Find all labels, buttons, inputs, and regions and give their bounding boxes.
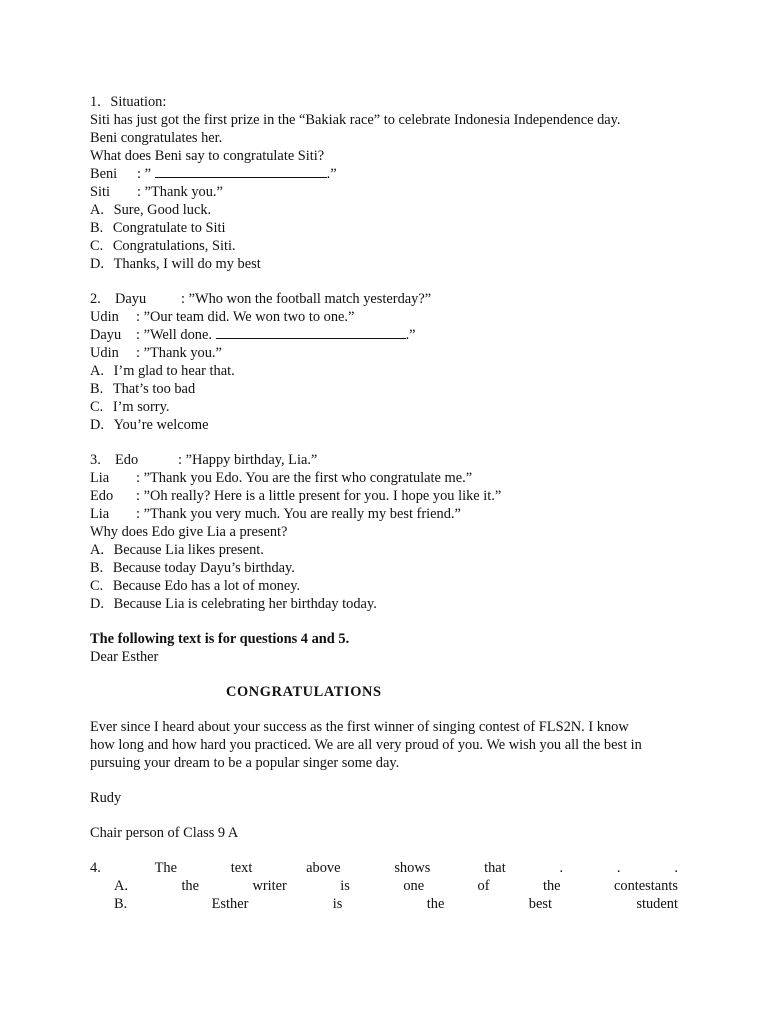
reading-intro: The following text is for questions 4 and 5. — [90, 631, 350, 647]
dialog-text: : ”Our team did. We won two to one.” — [136, 309, 355, 325]
dialog-prefix: : ”Well done. — [136, 327, 212, 343]
q1-option — [90, 237, 678, 255]
q4-word: best — [528, 896, 552, 912]
letter-signer-position: Chair person of Class 9 A — [90, 825, 239, 841]
q4-word: A. — [114, 878, 128, 894]
option-letter: B. — [90, 560, 104, 576]
answer-blank[interactable] — [216, 326, 406, 339]
option-text: Congratulations, Siti. — [112, 238, 236, 254]
q4-word: . — [674, 860, 678, 876]
option-letter: B. — [90, 381, 104, 397]
option-text: That’s too bad — [112, 381, 196, 397]
speaker-name: Dayu — [115, 291, 147, 307]
q4-stem — [90, 859, 678, 877]
q4-word: contestants — [614, 878, 678, 894]
q1-situation-line: Beni congratulates her. — [90, 130, 223, 146]
speaker-name: Udin — [90, 345, 119, 361]
dialog-prefix: : ” — [137, 166, 151, 182]
speaker-name: Dayu — [90, 327, 122, 343]
q4-option-a — [90, 877, 678, 895]
dialog-suffix: .” — [405, 327, 416, 343]
q4-word: Esther — [211, 896, 249, 912]
option-text: I’m sorry. — [112, 399, 170, 415]
option-text: Sure, Good luck. — [113, 202, 212, 218]
worksheet — [90, 93, 678, 913]
q1-option — [90, 255, 678, 273]
option-letter: A. — [90, 363, 104, 379]
q2-option — [90, 362, 678, 380]
option-text: You’re welcome — [113, 417, 209, 433]
letter-greeting: Dear Esther — [90, 649, 159, 665]
option-text: Because today Dayu’s birthday. — [112, 560, 295, 576]
q2-dialog-line — [90, 308, 678, 326]
speaker-name: Udin — [90, 309, 119, 325]
dialog-text: : ”Thank you.” — [136, 345, 222, 361]
option-text: Congratulate to Siti — [112, 220, 226, 236]
q3-question: Why does Edo give Lia a present? — [90, 524, 288, 540]
q4-word: the — [426, 896, 445, 912]
letter-signature: Rudy — [90, 790, 122, 806]
q4-word: student — [636, 896, 678, 912]
option-letter: D. — [90, 256, 104, 272]
option-text: Thanks, I will do my best — [113, 256, 261, 272]
q1-heading-line — [90, 93, 678, 111]
answer-blank[interactable] — [155, 165, 327, 178]
option-letter: B. — [90, 220, 104, 236]
option-text: Because Lia likes present. — [113, 542, 264, 558]
q2-option — [90, 416, 678, 434]
dialog-text: : ”Oh really? Here is a little present for you. I hope you like it.” — [136, 488, 502, 504]
q3-number: 3. — [90, 452, 101, 468]
q1-situation-label: Situation: — [110, 94, 167, 110]
q3-dialog-line — [90, 451, 678, 469]
dialog-text: : ”Thank you Edo. You are the first who congratulate me.” — [136, 470, 473, 486]
dialog-suffix: .” — [326, 166, 337, 182]
letter-body-line: Ever since I heard about your success as the first winner of singing contest of FLS2N. I know — [90, 719, 629, 735]
q2-number: 2. — [90, 291, 101, 307]
q2-option — [90, 380, 678, 398]
q1-dialog-line — [90, 165, 678, 183]
letter-body-line: pursuing your dream to be a popular singer some day. — [90, 755, 400, 771]
speaker-name: Siti — [90, 184, 110, 200]
q4-word: . — [616, 860, 621, 876]
option-letter: D. — [90, 596, 104, 612]
letter-title: CONGRATULATIONS — [226, 684, 382, 700]
option-text: I’m glad to hear that. — [113, 363, 235, 379]
q4-word: that — [484, 860, 506, 876]
q3-option — [90, 559, 678, 577]
option-letter: D. — [90, 417, 104, 433]
q3-option — [90, 577, 678, 595]
q3-option — [90, 541, 678, 559]
speaker-name: Lia — [90, 470, 110, 486]
q1-option — [90, 219, 678, 237]
option-letter: C. — [90, 578, 104, 594]
q2-option — [90, 398, 678, 416]
speaker-name: Beni — [90, 166, 118, 182]
q4-word: writer — [252, 878, 287, 894]
q4-word: The — [154, 860, 177, 876]
q1-dialog-line — [90, 183, 678, 201]
q4-word: shows — [394, 860, 431, 876]
speaker-name: Edo — [90, 488, 114, 504]
option-letter: A. — [90, 542, 104, 558]
q3-dialog-line — [90, 505, 678, 523]
q3-dialog-line — [90, 487, 678, 505]
option-letter: A. — [90, 202, 104, 218]
letter-body-line: how long and how hard you practiced. We are all very proud of you. We wish you all the best in — [90, 737, 642, 753]
q2-dialog-line — [90, 290, 678, 308]
q3-option — [90, 595, 678, 613]
option-text: Because Lia is celebrating her birthday today. — [113, 596, 377, 612]
q3-dialog-line — [90, 469, 678, 487]
option-text: Because Edo has a lot of money. — [112, 578, 301, 594]
q2-dialog-line — [90, 344, 678, 362]
dialog-text: : ”Thank you.” — [137, 184, 223, 200]
q4-word: the — [542, 878, 561, 894]
q4-word: . — [559, 860, 564, 876]
q4-word: of — [477, 878, 490, 894]
q4-word: is — [332, 896, 343, 912]
option-letter: C. — [90, 238, 104, 254]
dialog-text: : ”Who won the football match yesterday?” — [181, 291, 432, 307]
q4-word: above — [306, 860, 341, 876]
speaker-name: Edo — [115, 452, 139, 468]
dialog-text: : ”Happy birthday, Lia.” — [178, 452, 318, 468]
q4-word: B. — [114, 896, 128, 912]
q4-word: 4. — [90, 860, 101, 876]
q4-word: text — [230, 860, 253, 876]
q2-dialog-line — [90, 326, 678, 344]
option-letter: C. — [90, 399, 104, 415]
q1-question: What does Beni say to congratulate Siti? — [90, 148, 325, 164]
q1-option — [90, 201, 678, 219]
dialog-text: : ”Thank you very much. You are really my best friend.” — [136, 506, 461, 522]
q1-number: 1. — [90, 94, 101, 110]
q4-word: the — [181, 878, 200, 894]
q4-option-b — [90, 895, 678, 913]
q4-word: is — [340, 878, 350, 894]
q1-situation-line: Siti has just got the first prize in the “Bakiak race” to celebrate Indonesia Independence day. — [90, 112, 621, 128]
q4-word: one — [403, 878, 425, 894]
speaker-name: Lia — [90, 506, 110, 522]
